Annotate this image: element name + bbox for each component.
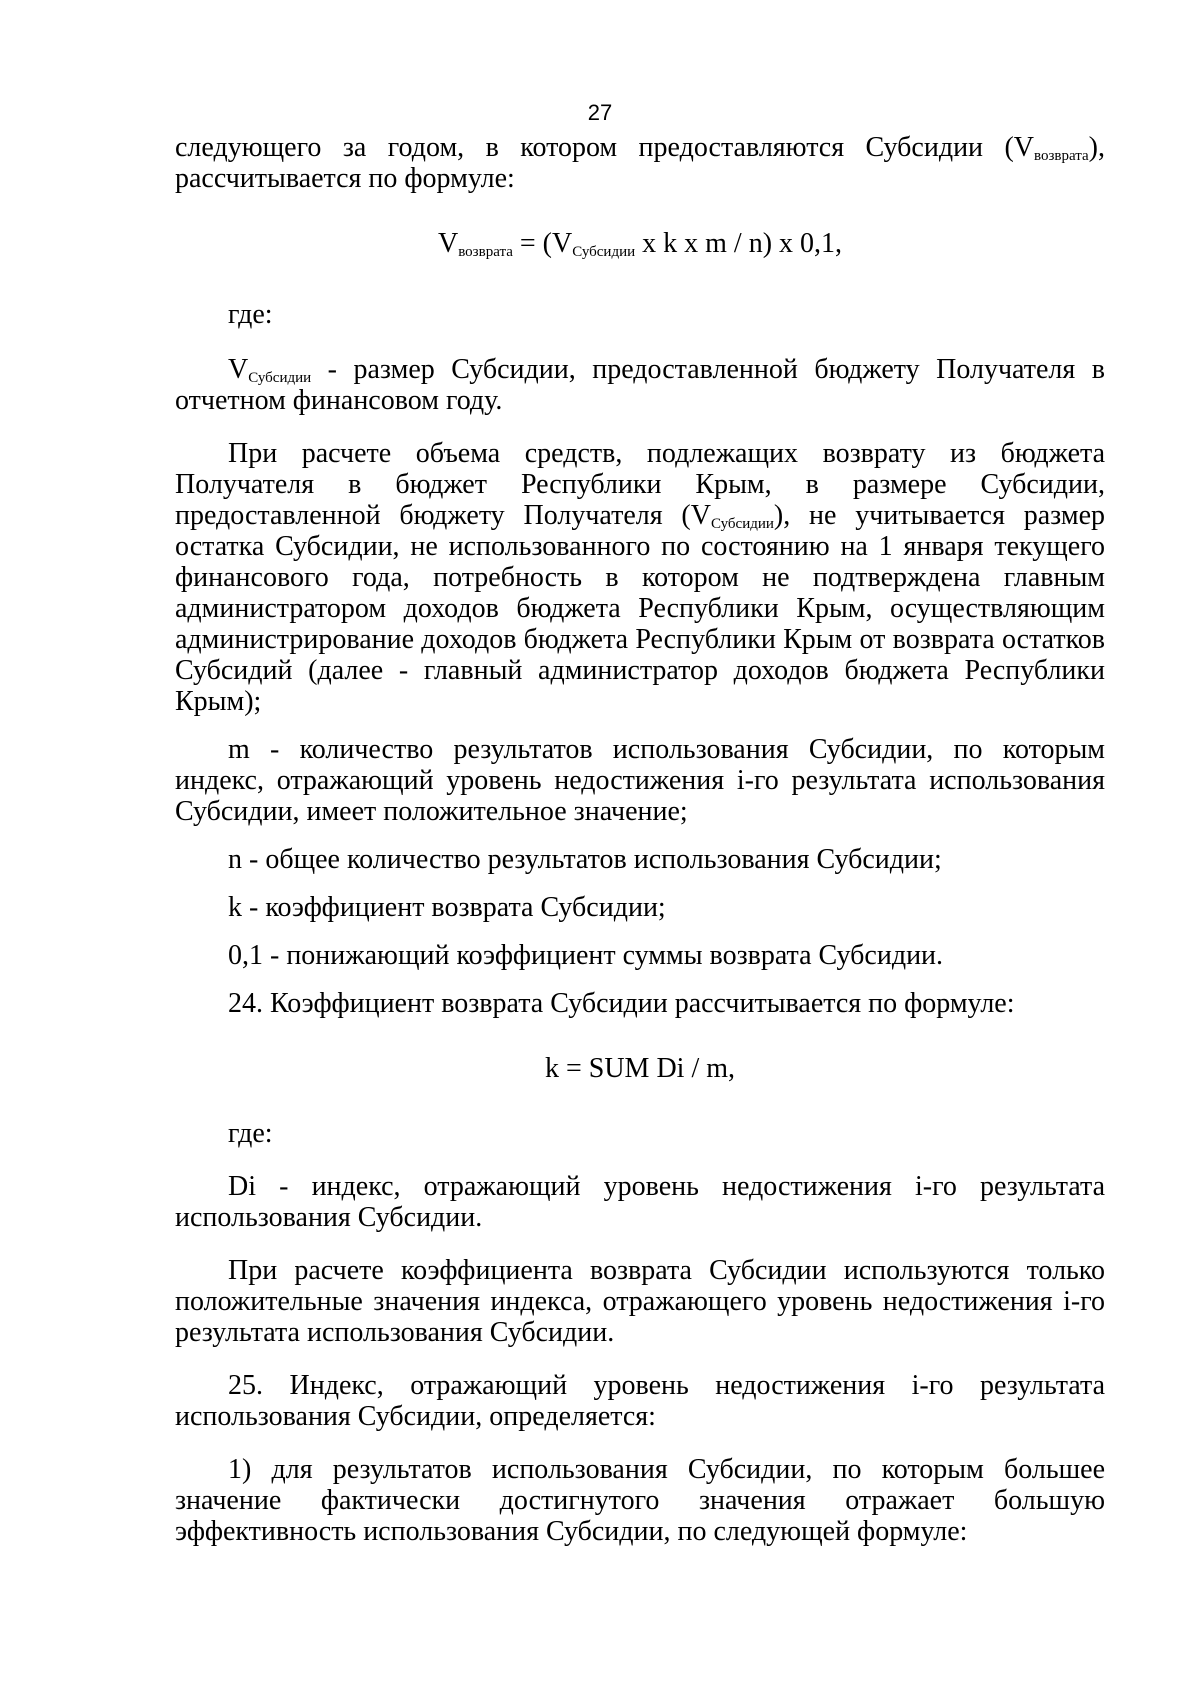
definition-n: n - общее количество результатов использования Субсидии; (228, 844, 942, 875)
def-vsub-v: V (228, 354, 249, 385)
paragraph-calculation (175, 438, 1105, 717)
formula1-rest: x k x m / n) x 0,1, (635, 228, 843, 259)
def-vsub-subscript: Субсидии (248, 370, 312, 386)
item-25: 25. Индекс, отражающий уровень недостижения i-го результата использования Субсидии, определяется: (175, 1370, 1105, 1432)
formula1-eq: = (V (512, 228, 573, 259)
document-body (175, 132, 1105, 1547)
where-label-2: где: (228, 1118, 273, 1149)
formula1-v-subscript: возврата (458, 244, 513, 260)
paragraph-positive-values: При расчете коэффициента возврата Субсидии используются только положительные значения индекса, отражающего уровень недостижения i-го результата использования Субсидии. (175, 1255, 1105, 1348)
definition-v-subsidy (175, 354, 1105, 416)
formula-coefficient: k = SUM Di / m, (544, 1053, 736, 1084)
formula1-v: V (437, 228, 459, 259)
page-number: 27 (587, 100, 613, 125)
definition-k: k - коэффициент возврата Субсидии; (228, 892, 666, 923)
where-label-1: где: (228, 299, 273, 330)
formula1-subsidy-subscript: Субсидии (572, 244, 636, 260)
item-25-1: 1) для результатов использования Субсидии, по которым большее значение фактически достигнутого значения отражает большую эффективность использования Субсидии, по следующей формуле: (175, 1454, 1105, 1547)
definition-m: m - количество результатов использования Субсидии, по которым индекс, отражающий уровень недостижения i-го результата использования Субсидии, имеет положительное значение; (175, 734, 1105, 827)
intro-tail: ), рассчитывается по формуле: (175, 132, 1105, 194)
formula-return-volume (175, 228, 1105, 259)
def-vsub-text: - размер Субсидии, предоставленной бюджету Получателя в отчетном финансовом году. (175, 354, 1105, 416)
para-calc-part2: ), не учитывается размер остатка Субсидии, не использованного по состоянию на 1 января текущего финансового года, потребность в котором не подтверждена главным администратором доходов бюджета Республики Крым, осуществляющим администрирование доходов бюджета Республики Крым от возврата остатков Субсидий (далее - главный администратор доходов бюджета Республики Крым); (175, 500, 1105, 717)
definition-di: Di - индекс, отражающий уровень недостижения i-го результата использования Субсидии. (175, 1171, 1105, 1233)
para-calc-subscript: Субсидии (710, 516, 774, 532)
intro-subscript: возврата (1034, 148, 1089, 164)
intro-text: следующего за годом, в котором предоставляются Субсидии (V (175, 132, 1035, 163)
para-calc-part1: При расчете объема средств, подлежащих возврату из бюджета Получателя в бюджет Республики Крым, в размере Субсидии, предоставленной бюджету Получателя (V (175, 438, 1105, 531)
definition-0-1: 0,1 - понижающий коэффициент суммы возврата Субсидии. (228, 940, 944, 971)
item-24: 24. Коэффициент возврата Субсидии рассчитывается по формуле: (228, 988, 1015, 1019)
intro-paragraph (175, 132, 1105, 194)
